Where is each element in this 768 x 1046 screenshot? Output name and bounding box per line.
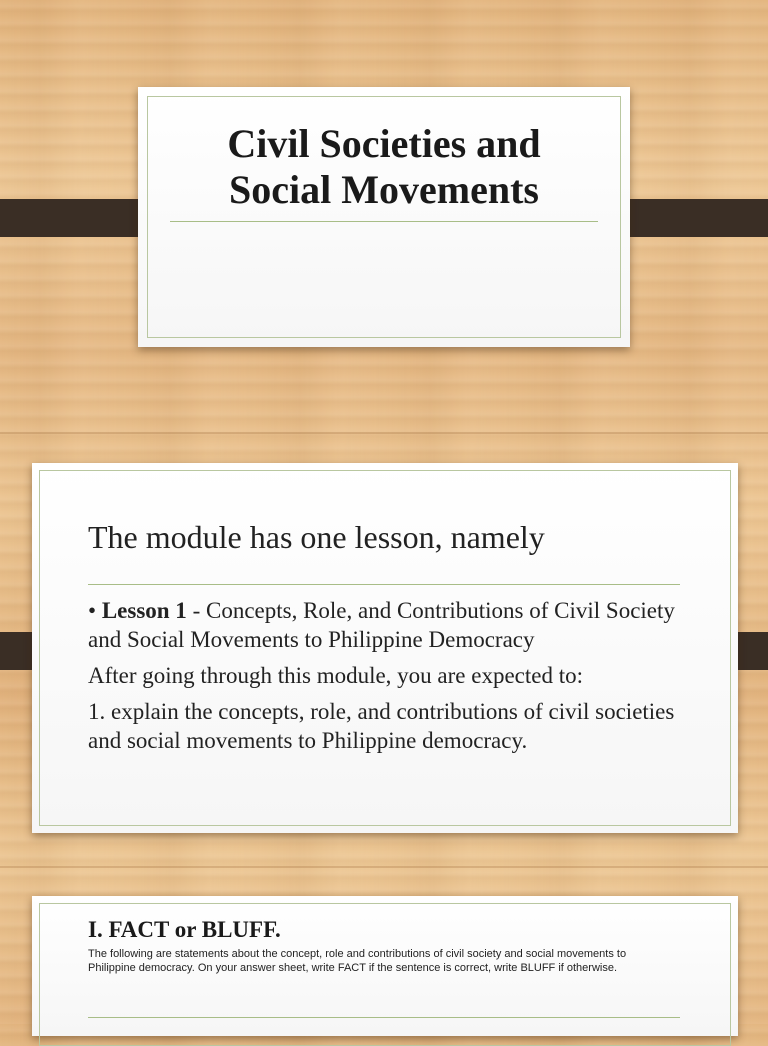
activity-instructions: The following are statements about the concept, role and contributions of civil society and social movements to Philippine democracy. On your answer sheet, write FACT if the sentence is correct, write BLUFF if otherwise. xyxy=(88,948,627,974)
module-body xyxy=(88,596,688,762)
strap-right-slide1 xyxy=(612,199,768,237)
slide-separator xyxy=(0,432,768,434)
lesson-text: - Concepts, Role, and Contributions of Civil Society and Social Movements to Philippine Democracy xyxy=(88,598,675,652)
module-heading: The module has one lesson, namely xyxy=(88,519,545,555)
slide-title xyxy=(138,121,630,213)
slide-separator xyxy=(0,866,768,868)
heading-divider xyxy=(88,584,680,585)
expectation-text: After going through this module, you are expected to: xyxy=(88,663,584,688)
lesson-label: Lesson 1 xyxy=(101,598,187,623)
slide-title-line-1: Civil Societies and xyxy=(227,121,541,166)
bullet: • xyxy=(88,598,97,623)
activity-heading: I. FACT or BLUFF. xyxy=(88,917,281,942)
lesson-item xyxy=(88,596,688,654)
slide-title-line-2: Social Movements xyxy=(229,167,539,212)
objective-text: 1. explain the concepts, role, and contributions of civil societies and social movements to Philippine democracy. xyxy=(88,699,675,753)
fact-or-bluff-card xyxy=(32,896,738,1036)
module-overview-card xyxy=(32,463,738,833)
strap-left-slide1 xyxy=(0,199,156,237)
activity-divider xyxy=(88,1017,680,1018)
title-divider xyxy=(170,221,598,222)
slide-title-card xyxy=(138,87,630,347)
